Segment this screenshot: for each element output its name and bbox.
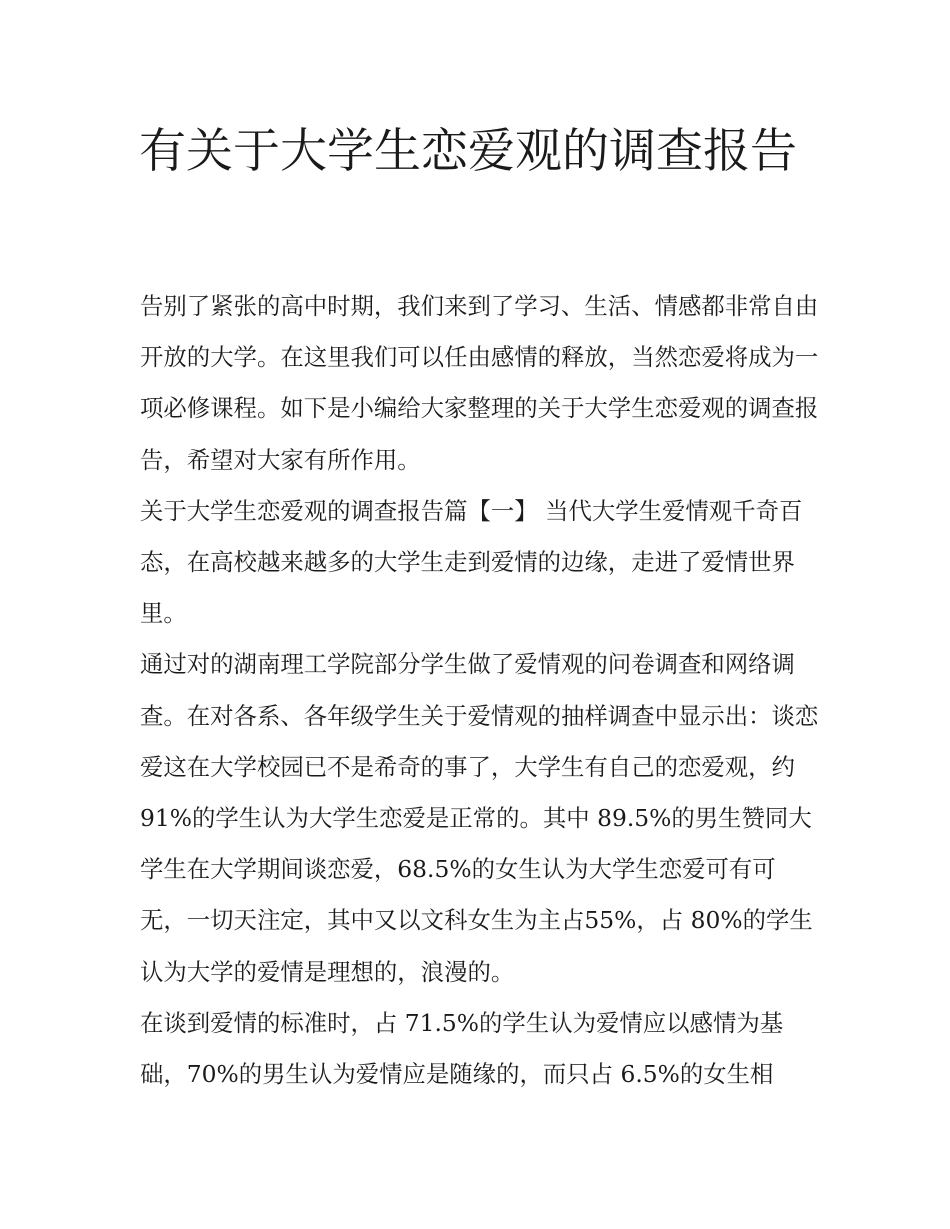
paragraph-survey-results: 通过对的湖南理工学院部分学生做了爱情观的问卷调查和网络调查。在对各系、各年级学生关于爱情观的抽样调查中显示出：谈恋爱这在大学校园已不是希奇的事了，大学生有自己的恋爱观，约 91%的学生认为大学生恋爱是正常的。其中 89.5%的男生赞同大学生在大学期间谈恋爱，68.5%的女生认为大学生恋爱可有可无，一切天注定，其中又以文科女生为主占55%，占 80%的学生认为大学的爱情是理想的，浪漫的。 (140, 650, 819, 986)
document-body (140, 281, 820, 1100)
paragraph-intro: 告别了紧张的高中时期，我们来到了学习、生活、情感都非常自由开放的大学。在这里我们可以任由感情的释放，当然恋爱将成为一项必修课程。如下是小编给大家整理的关于大学生恋爱观的调查报告，希望对大家有所作用。 (140, 292, 819, 474)
paragraph-section-one: 关于大学生恋爱观的调查报告篇【一】 当代大学生爱情观千奇百态，在高校越来越多的大学生走到爱情的边缘，走进了爱情世界里。 (140, 496, 803, 628)
document-title: 有关于大学生恋爱观的调查报告 (139, 124, 797, 179)
paragraph-love-standard: 在谈到爱情的标准时，占 71.5%的学生认为爱情应以感情为基础，70%的男生认为爱情应是随缘的，而只占 6.5%的女生相 (140, 1008, 784, 1089)
